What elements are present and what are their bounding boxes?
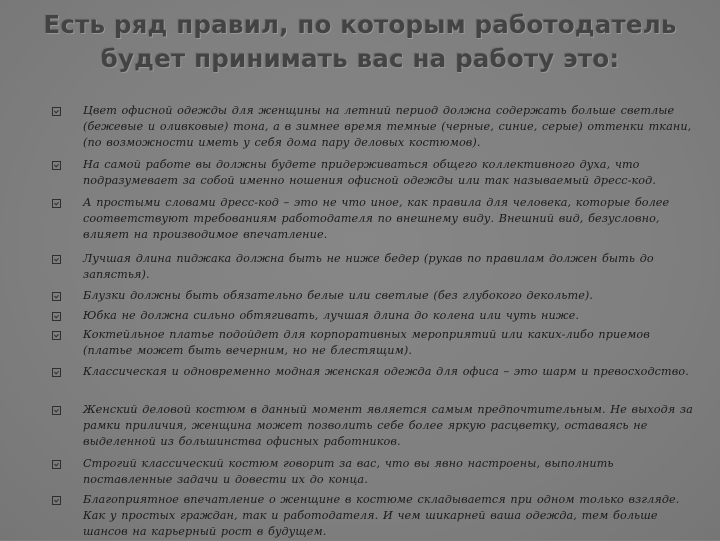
- list-item-text: Благоприятное впечатление о женщине в костюме складывается при одном только взгляде. Как у простых граждан, так и работодателя. И чем шикарней ваша одежда, тем больше шансов на карьерный рост в будущем.: [83, 493, 680, 539]
- list-item-text: А простыми словами дресс-код – это не что иное, как правила для человека, которые более соответствуют требованиям работодателя по внешнему виду. Внешний вид, безусловно, влияет на производимое впечатление.: [83, 196, 670, 242]
- checkbox-bullet-icon: [52, 161, 61, 170]
- list-item-text: Коктейльное платье подойдет для корпоративных мероприятий или каких-либо приемов (платье может быть вечерним, но не блестящим).: [83, 328, 650, 358]
- checkbox-bullet-icon: [52, 368, 61, 377]
- list-item-text: Классическая и одновременно модная женская одежда для офиса – это шарм и превосходство.: [83, 365, 689, 378]
- checkbox-bullet-icon: [52, 312, 61, 321]
- checkbox-bullet-icon: [52, 406, 61, 415]
- list-item-text: Лучшая длина пиджака должна быть не ниже бедер (рукав по правилам должен быть до запястья).: [83, 252, 654, 282]
- slide-title-line-2: будет принимать вас на работу это:: [100, 44, 620, 73]
- list-item-text: Блузки должны быть обязательно белые или светлые (без глубокого декольте).: [83, 289, 594, 302]
- list-item-text: Строгий классический костюм говорит за вас, что вы явно настроены, выполнить поставленные задачи и довести их до конца.: [83, 457, 614, 487]
- list-item-text: На самой работе вы должны будете придерживаться общего коллективного духа, что подразумевает за собой именно ношения офисной одежды или так называемый дресс-код.: [83, 158, 656, 188]
- list-item-text: Цвет офисной одежды для женщины на летний период должна содержать больше светлые (бежевые и оливковые) тона, а в зимнее время темные (черные, синие, серые) оттенки ткани, (по возможности иметь у себя дома пару деловых костюмов).: [83, 104, 692, 150]
- checkbox-bullet-icon: [52, 255, 61, 264]
- list-item-text: Юбка не должна сильно обтягивать, лучшая длина до колена или чуть ниже.: [83, 309, 579, 322]
- slide-title-line-1: Есть ряд правил, по которым работодатель: [43, 10, 677, 39]
- checkbox-bullet-icon: [52, 199, 61, 208]
- checkbox-bullet-icon: [52, 460, 61, 469]
- checkbox-bullet-icon: [52, 331, 61, 340]
- checkbox-bullet-icon: [52, 292, 61, 301]
- checkbox-bullet-icon: [52, 107, 61, 116]
- list-item-text: Женский деловой костюм в данный момент является самым предпочтительным. Не выходя за рамки приличия, женщина может позволить себе более яркую расцветку, оставаясь не выделенной из большинства офисных работников.: [83, 403, 693, 449]
- checkbox-bullet-icon: [52, 496, 61, 505]
